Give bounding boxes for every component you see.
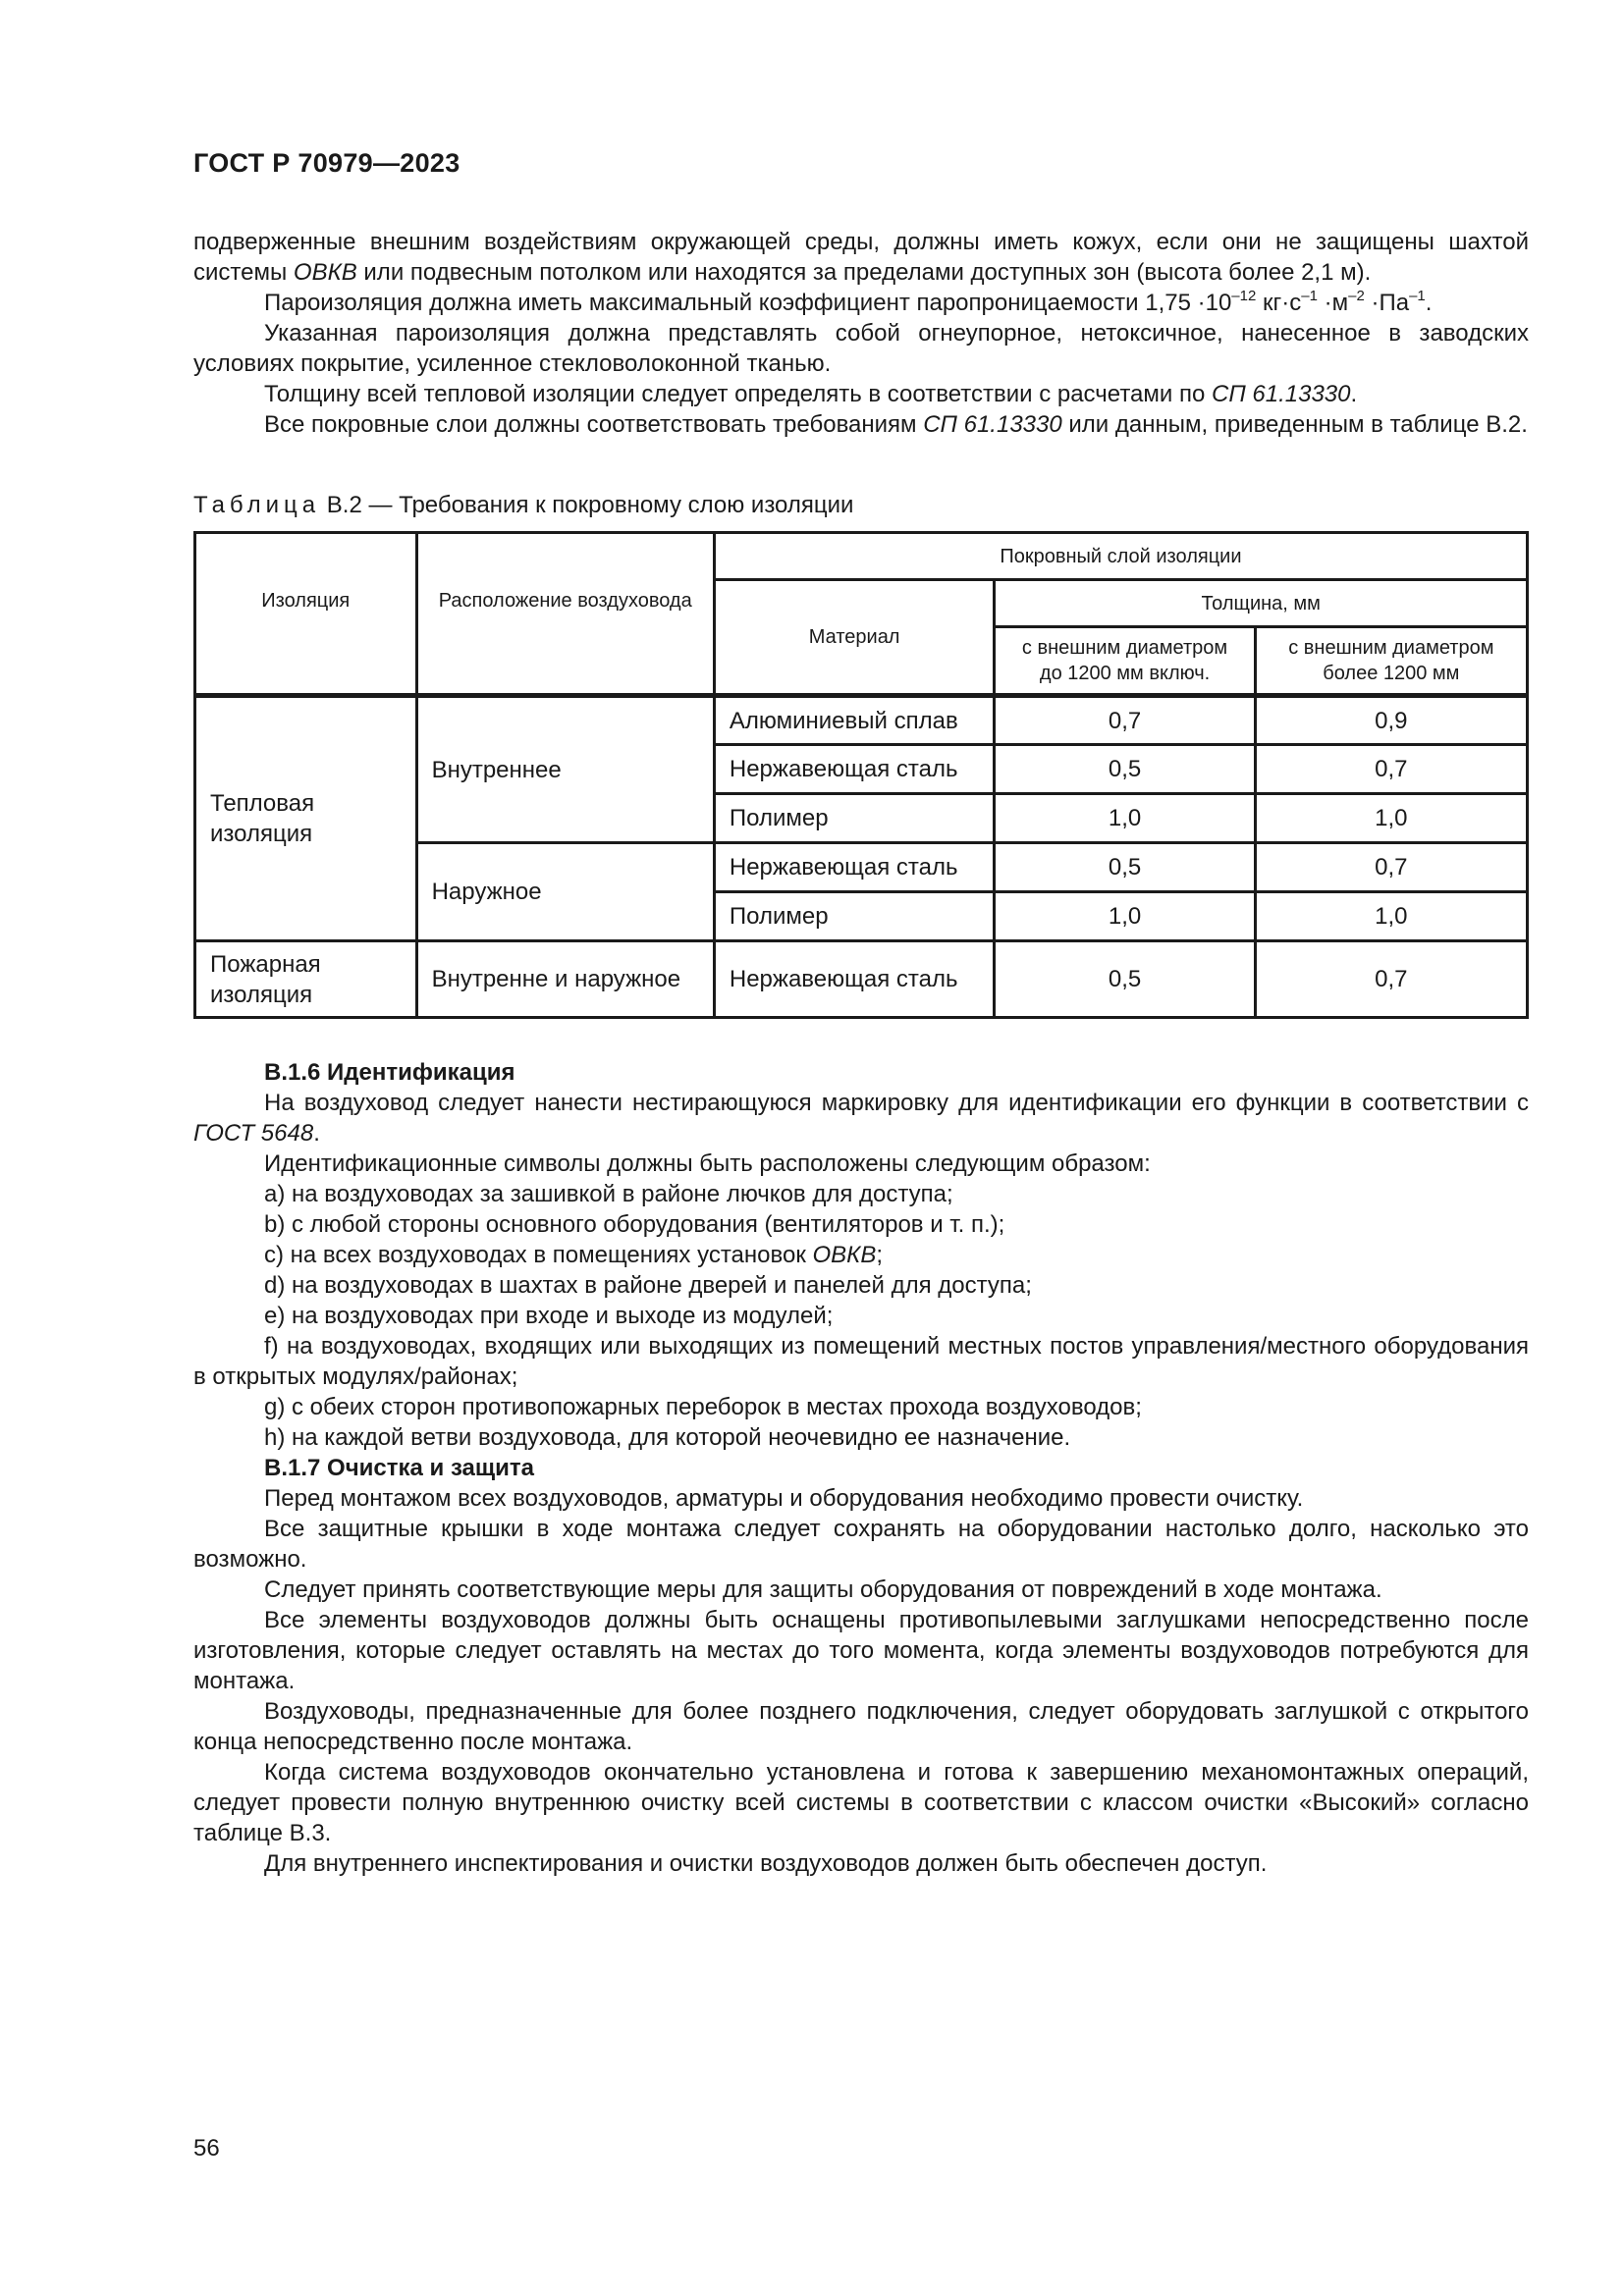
cell-thickness-small: 1,0 <box>995 794 1255 843</box>
header-large-diameter: с внешним диаметром более 1200 мм <box>1255 627 1527 696</box>
list-item: g) с обеих сторон противопожарных переборок в местах прохода воздуховодов; <box>264 1394 1142 1420</box>
cover-layer-table <box>193 531 1529 1019</box>
list-item: c) на всех воздуховодах в помещениях установок ОВКВ; <box>264 1242 883 1268</box>
paragraph: Указанная пароизоляция должна представлять собой огнеупорное, нетоксичное, нанесенное в заводских условиях покрытие, усиленное стекловолоконной тканью. <box>193 320 1529 377</box>
cell-thickness-small: 0,5 <box>995 745 1255 794</box>
page-number: 56 <box>193 2135 220 2162</box>
paragraph: Все элементы воздуховодов должны быть оснащены противопылевыми заглушками непосредственно после изготовления, которые следует оставлять на местах до того момента, когда элементы воздуховодов потребуются для монтажа. <box>193 1607 1529 1694</box>
cell-thickness-small: 0,5 <box>995 941 1255 1018</box>
cell-thickness-large: 1,0 <box>1255 794 1527 843</box>
cell-material: Нержавеющая сталь <box>714 941 995 1018</box>
header-thickness: Толщина, мм <box>995 580 1528 627</box>
header-material: Материал <box>714 580 995 696</box>
section-heading-b17: В.1.7 Очистка и защита <box>264 1455 535 1481</box>
cell-fire-insulation: Пожарная изоляция <box>195 941 417 1018</box>
cell-thermal-insulation: Тепловая изоляция <box>195 696 417 941</box>
paragraph: подверженные внешним воздействиям окружающей среды, должны иметь кожух, если они не защищены шахтой системы ОВКВ или подвесным потолком или находятся за пределами доступных зон (высота более 2,1 м). <box>193 229 1529 286</box>
paragraph: Перед монтажом всех воздуховодов, арматуры и оборудования необходимо провести очистку. <box>264 1485 1304 1512</box>
list-item: e) на воздуховодах при входе и выходе из модулей; <box>264 1303 834 1329</box>
section-heading-b16: В.1.6 Идентификация <box>264 1059 515 1086</box>
cell-material: Нержавеющая сталь <box>714 745 995 794</box>
list-item: a) на воздуховодах за зашивкой в районе лючков для доступа; <box>264 1181 953 1207</box>
header-cover-layer: Покровный слой изоляции <box>714 533 1527 580</box>
paragraph: Воздуховоды, предназначенные для более позднего подключения, следует оборудовать заглушкой с открытого конца непосредственно после монтажа. <box>193 1698 1529 1755</box>
paragraph: На воздуховод следует нанести нестирающуюся маркировку для идентификации его функции в соответствии с ГОСТ 5648. <box>193 1090 1529 1147</box>
cell-internal-external: Внутренне и наружное <box>416 941 714 1018</box>
cell-internal: Внутреннее <box>416 696 714 843</box>
cell-thickness-large: 0,9 <box>1255 696 1527 745</box>
cell-material: Нержавеющая сталь <box>714 843 995 892</box>
paragraph: Идентификационные символы должны быть расположены следующим образом: <box>264 1150 1151 1177</box>
list-item: b) с любой стороны основного оборудования (вентиляторов и т. п.); <box>264 1211 1005 1238</box>
cell-thickness-large: 0,7 <box>1255 843 1527 892</box>
table-row <box>195 941 1528 1018</box>
list-item: d) на воздуховодах в шахтах в районе дверей и панелей для доступа; <box>264 1272 1032 1299</box>
paragraph: Пароизоляция должна иметь максимальный коэффициент паропроницаемости $1,75 \cdot 10^{-12}$ $кг\cdot с^{-1} \cdot м^{-2} \cdot Па^{-1}$. <box>264 288 1433 316</box>
header-small-diameter: с внешним диаметром до 1200 мм включ. <box>995 627 1255 696</box>
intro-text <box>193 227 1529 440</box>
cell-thickness-large: 0,7 <box>1255 745 1527 794</box>
paragraph: Все защитные крышки в ходе монтажа следует сохранять на оборудовании настолько долго, насколько это возможно. <box>193 1516 1529 1573</box>
cell-thickness-large: 0,7 <box>1255 941 1527 1018</box>
table-row <box>195 696 1528 745</box>
document-header: ГОСТ Р 70979—2023 <box>193 148 460 178</box>
header-insulation: Изоляция <box>195 533 417 696</box>
paragraph: Толщину всей тепловой изоляции следует определять в соответствии с расчетами по СП 61.13330. <box>264 381 1358 407</box>
list-item: f) на воздуховодах, входящих или выходящих из помещений местных постов управления/местного оборудования в открытых модулях/районах; <box>193 1333 1529 1390</box>
table-header-row <box>195 533 1528 580</box>
cell-thickness-small: 1,0 <box>995 892 1255 941</box>
list-item: h) на каждой ветви воздуховода, для которой неочевидно ее назначение. <box>264 1424 1071 1451</box>
cell-thickness-large: 1,0 <box>1255 892 1527 941</box>
cell-thickness-small: 0,7 <box>995 696 1255 745</box>
paragraph: Когда система воздуховодов окончательно установлена и готова к завершению механомонтажных операций, следует провести полную внутреннюю очистку всей системы в соответствии с классом очистки «Высокий» согласно таблице В.3. <box>193 1759 1529 1846</box>
paragraph: Для внутреннего инспектирования и очистки воздуховодов должен быть обеспечен доступ. <box>264 1850 1268 1877</box>
table-caption: Таблица В.2 — Требования к покровному слою изоляции <box>193 492 854 518</box>
cell-external: Наружное <box>416 843 714 941</box>
section-body <box>193 1057 1529 1879</box>
cell-material: Полимер <box>714 794 995 843</box>
cell-material: Алюминиевый сплав <box>714 696 995 745</box>
paragraph: Следует принять соответствующие меры для защиты оборудования от повреждений в ходе монтажа. <box>264 1576 1382 1603</box>
cell-material: Полимер <box>714 892 995 941</box>
cell-thickness-small: 0,5 <box>995 843 1255 892</box>
header-location: Расположение воздуховода <box>416 533 714 696</box>
paragraph: Все покровные слои должны соответствовать требованиям СП 61.13330 или данным, приведенным в таблице В.2. <box>264 411 1528 438</box>
